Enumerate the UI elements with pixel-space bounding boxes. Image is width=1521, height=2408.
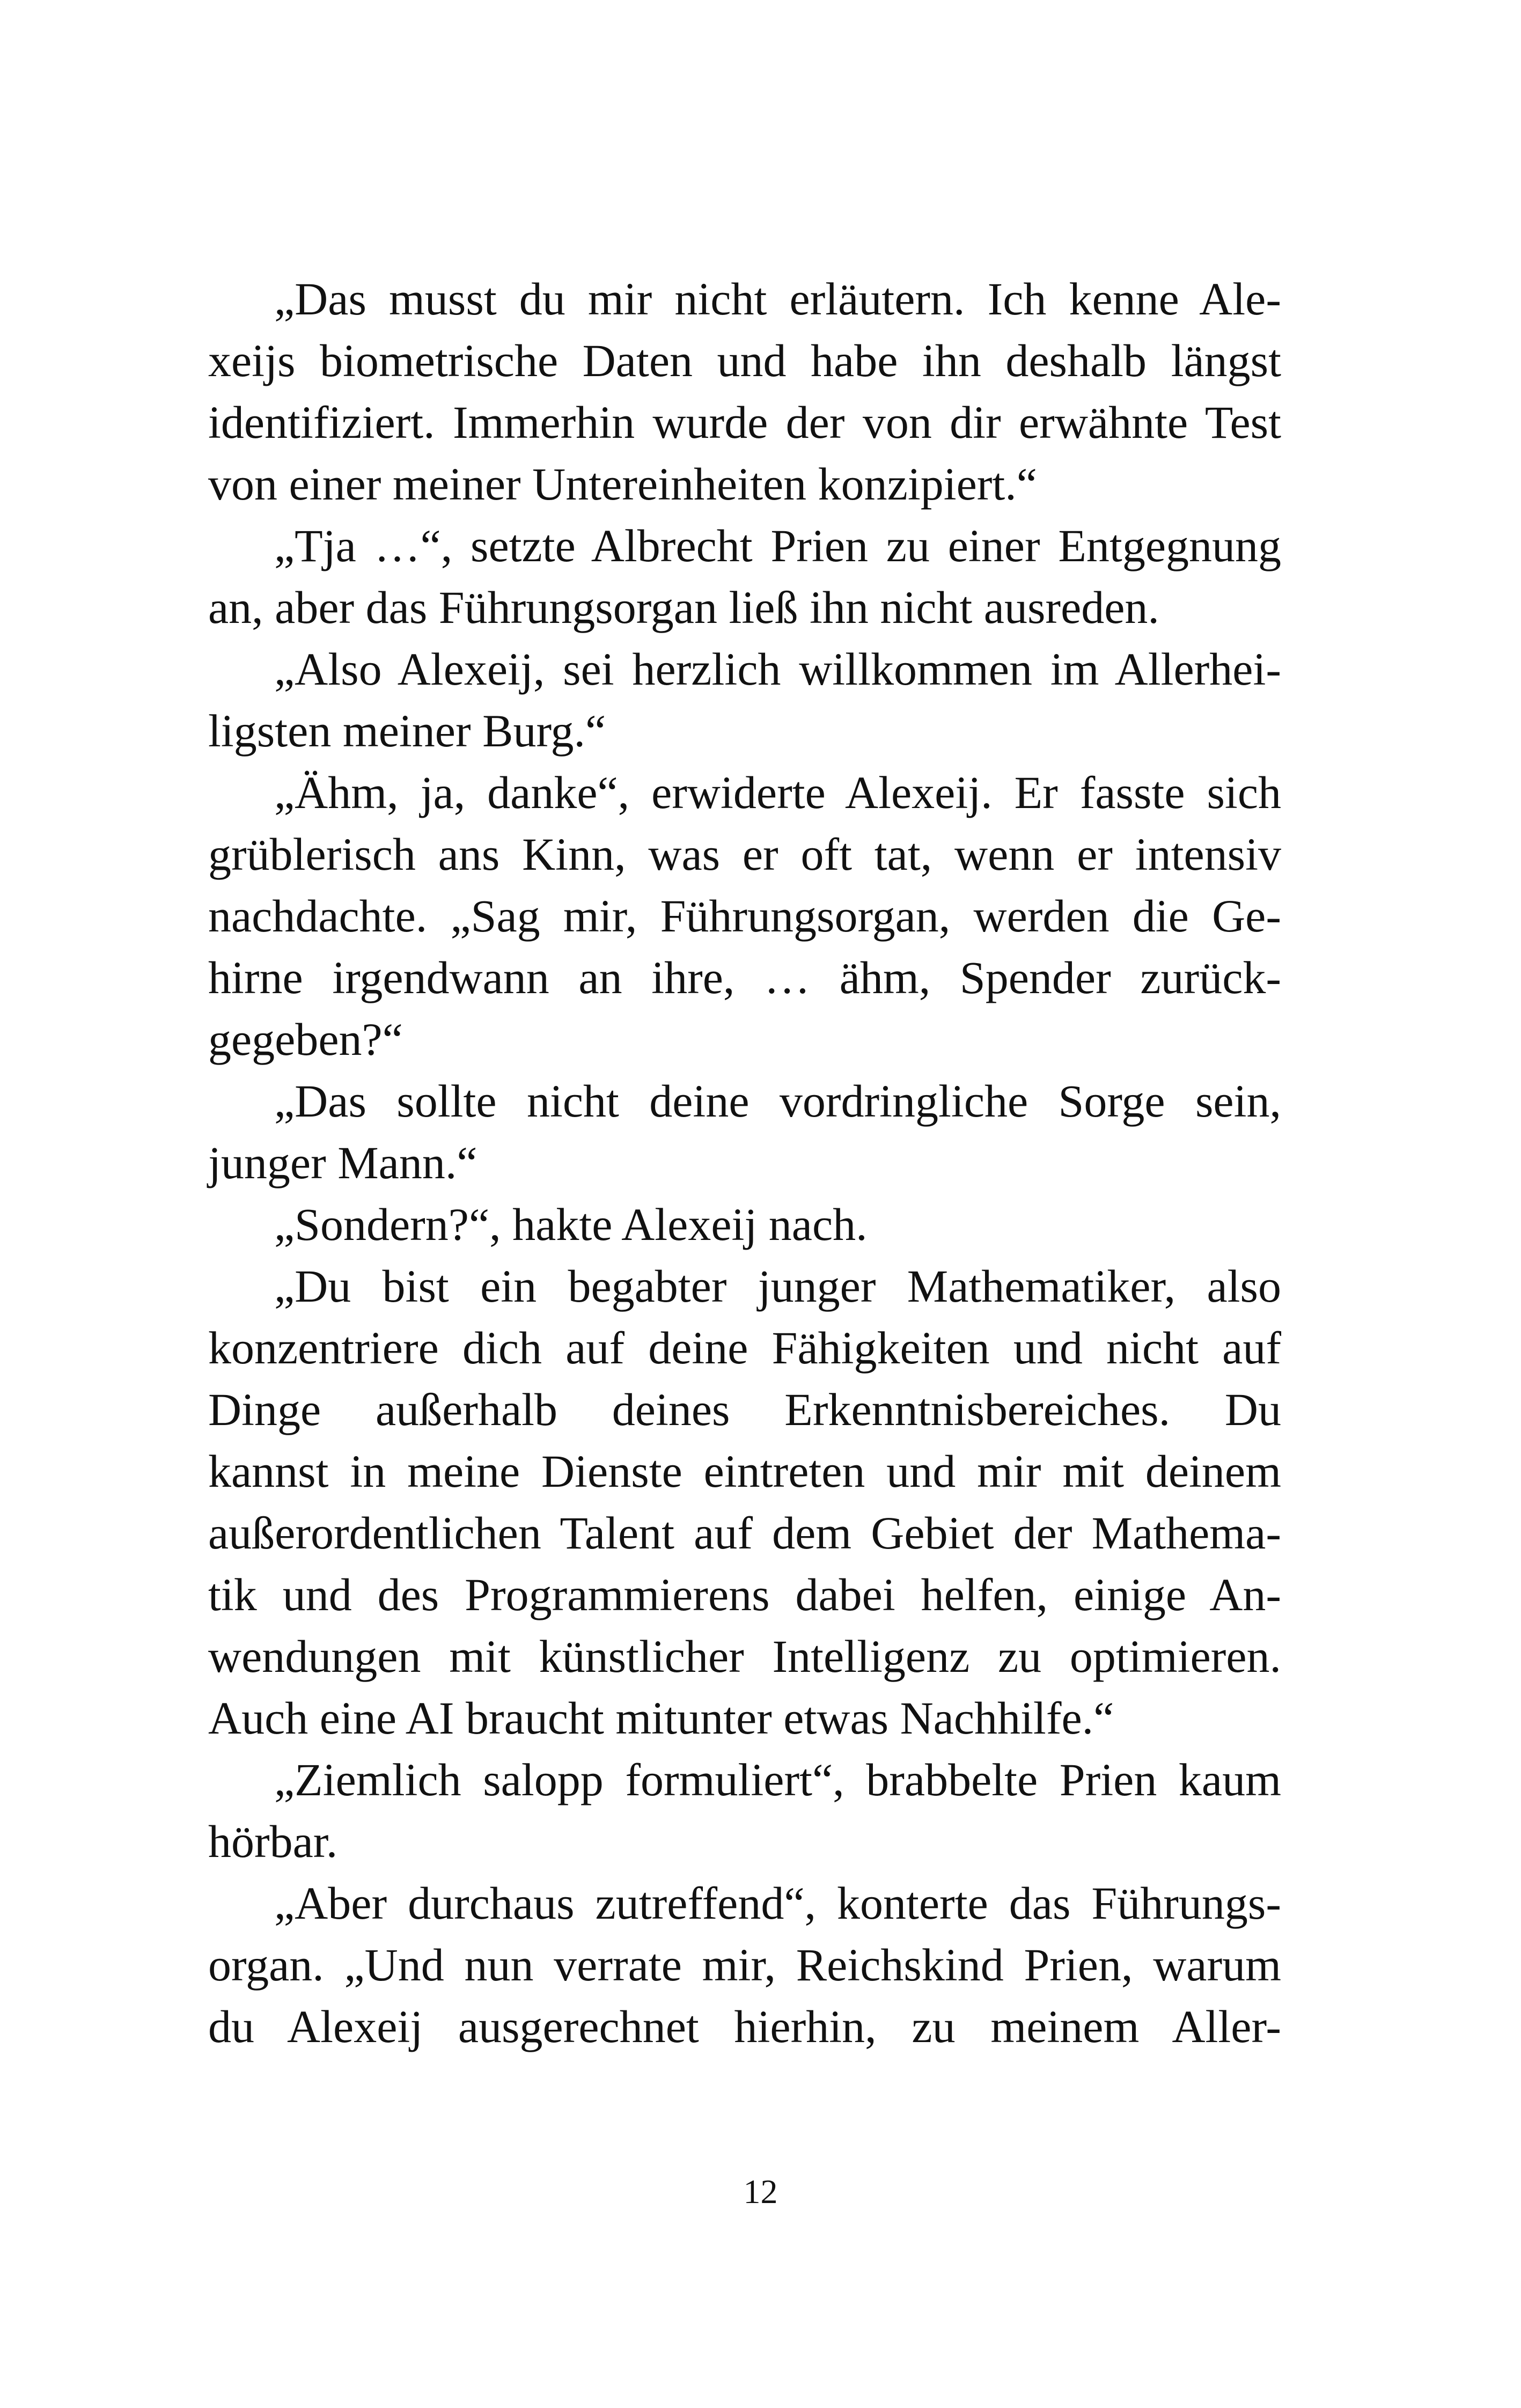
text-line: gegeben?“ [208,1014,403,1065]
text-line: Dinge außerhalb deines Erkenntnisbereiches. Du [208,1384,1281,1435]
text-line: hörbar. [208,1816,338,1867]
text-line: hirne irgendwann an ihre, … ähm, Spender zurück- [208,952,1281,1003]
text-line: an, aber das Führungsorgan ließ ihn nicht ausreden. [208,582,1159,633]
text-line: nachdachte. „Sag mir, Führungsorgan, werden die Ge- [208,890,1281,942]
text-line: „Du bist ein begabter junger Mathematiker, also [274,1260,1281,1312]
text-line: „Also Alexeij, sei herzlich willkommen im Allerhei- [274,643,1281,695]
text-line: „Ähm, ja, danke“, erwiderte Alexeij. Er fasste sich [274,767,1281,818]
text-line: „Das sollte nicht deine vordringliche Sorge sein, [274,1075,1281,1127]
text-line: „Das musst du mir nicht erläutern. Ich kenne Ale- [274,273,1281,325]
text-line: grüblerisch ans Kinn, was er oft tat, wenn er intensiv [208,828,1281,880]
text-line: ligsten meiner Burg.“ [208,705,606,757]
text-line: „Ziemlich salopp formuliert“, brabbelte Prien kaum [274,1754,1281,1805]
text-line: xeijs biometrische Daten und habe ihn deshalb längst [208,335,1281,386]
text-line: „Sondern?“, hakte Alexeij nach. [274,1199,868,1250]
text-line: tik und des Programmierens dabei helfen, einige An- [208,1569,1281,1620]
page-number: 12 [743,2172,778,2211]
text-line: Auch eine AI braucht mitunter etwas Nachhilfe.“ [208,1692,1114,1744]
text-line: außerordentlichen Talent auf dem Gebiet der Mathema- [208,1507,1281,1559]
text-line: von einer meiner Untereinheiten konzipiert.“ [208,458,1037,510]
text-line: identifiziert. Immerhin wurde der von dir erwähnte Test [208,397,1281,448]
text-line: wendungen mit künstlicher Intelligenz zu optimieren. [208,1631,1281,1682]
text-line: organ. „Und nun verrate mir, Reichskind Prien, warum [208,1939,1281,1991]
text-line: „Tja …“, setzte Albrecht Prien zu einer Entgegnung [274,520,1281,571]
text-line: konzentriere dich auf deine Fähigkeiten und nicht auf [208,1322,1281,1374]
text-line: „Aber durchaus zutreffend“, konterte das Führungs- [274,1877,1281,1929]
text-line: junger Mann.“ [208,1137,477,1188]
body-text [208,268,1281,2058]
text-line: du Alexeij ausgerechnet hierhin, zu meinem Aller- [208,2001,1281,2052]
text-line: kannst in meine Dienste eintreten und mir mit deinem [208,1445,1281,1497]
